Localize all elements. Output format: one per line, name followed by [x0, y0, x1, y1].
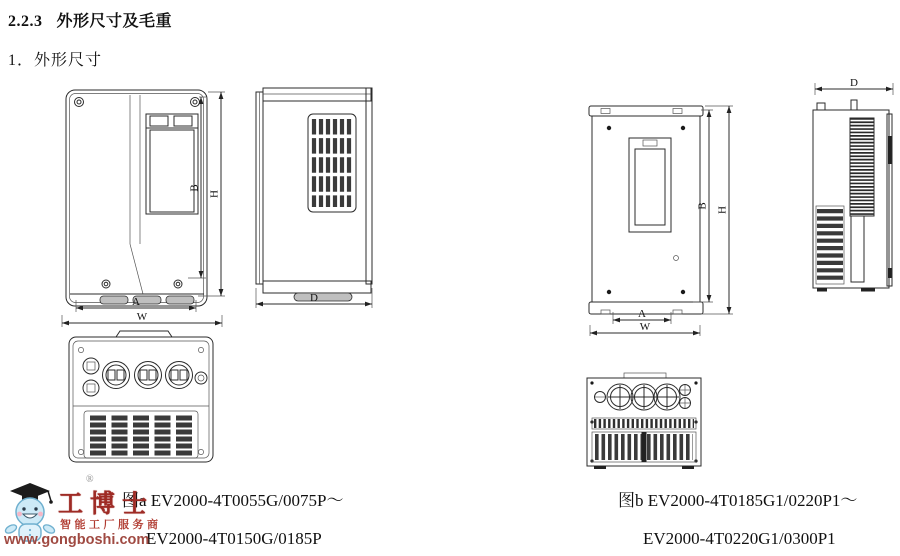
fa-front-body: [66, 90, 207, 306]
dim-label-h: H: [716, 206, 729, 214]
section-number: 2.2.3: [8, 13, 43, 30]
dim-label-a: A: [638, 308, 646, 320]
fa-side-dimensions: [256, 288, 372, 308]
fb-side-dimensions: [815, 77, 893, 95]
dim-label-d: D: [310, 292, 318, 304]
dim-label-h: H: [208, 190, 221, 198]
fa-front-dimensions: [62, 92, 225, 327]
fb-front-body: [589, 106, 703, 314]
dim-label-a: A: [132, 296, 140, 308]
fb-side-body: [813, 100, 892, 292]
logo-tagline: 智能工厂服务商: [60, 519, 162, 531]
dim-label-w: W: [136, 311, 148, 323]
figure-b-caption-line1: 图b EV2000-4T0185G1/0220P1～: [618, 491, 858, 510]
figure-a-caption-line2: EV2000-4T0150G/0185P: [146, 529, 322, 548]
registered-mark: ®: [86, 474, 94, 485]
figure-a-side-view: [246, 80, 390, 312]
figure-a-front-view: [58, 84, 230, 328]
logo-brand-text: 工博士: [58, 491, 155, 518]
fa-side-body: [256, 88, 372, 301]
gongboshi-logo: [0, 474, 170, 554]
figure-b-side-view: [803, 76, 900, 306]
figure-b-front-view: [581, 96, 745, 336]
section-title: 外形尺寸及毛重: [56, 13, 173, 30]
logo-website: www.gongboshi.com: [4, 532, 150, 548]
fb-bottom-body: [587, 373, 701, 469]
dim-label-b: B: [696, 202, 709, 210]
fb-cable-glands: [595, 384, 691, 410]
dim-label-w: W: [639, 321, 651, 333]
figure-b-bottom-view: [578, 370, 712, 474]
dim-label-b: B: [188, 184, 201, 192]
section-heading: [8, 8, 172, 31]
figure-a-caption-line1: 图a EV2000-4T0055G/0075P～: [122, 491, 344, 510]
figure-a-bottom-view: [60, 328, 222, 470]
dim-label-d: D: [850, 77, 858, 89]
fa-bottom-body: [69, 331, 213, 462]
figure-b-caption-line2: EV2000-4T0220G1/0300P1: [643, 529, 836, 548]
fa-cable-glands: [103, 362, 193, 389]
subsection-heading: 1．外形尺寸: [8, 52, 103, 69]
